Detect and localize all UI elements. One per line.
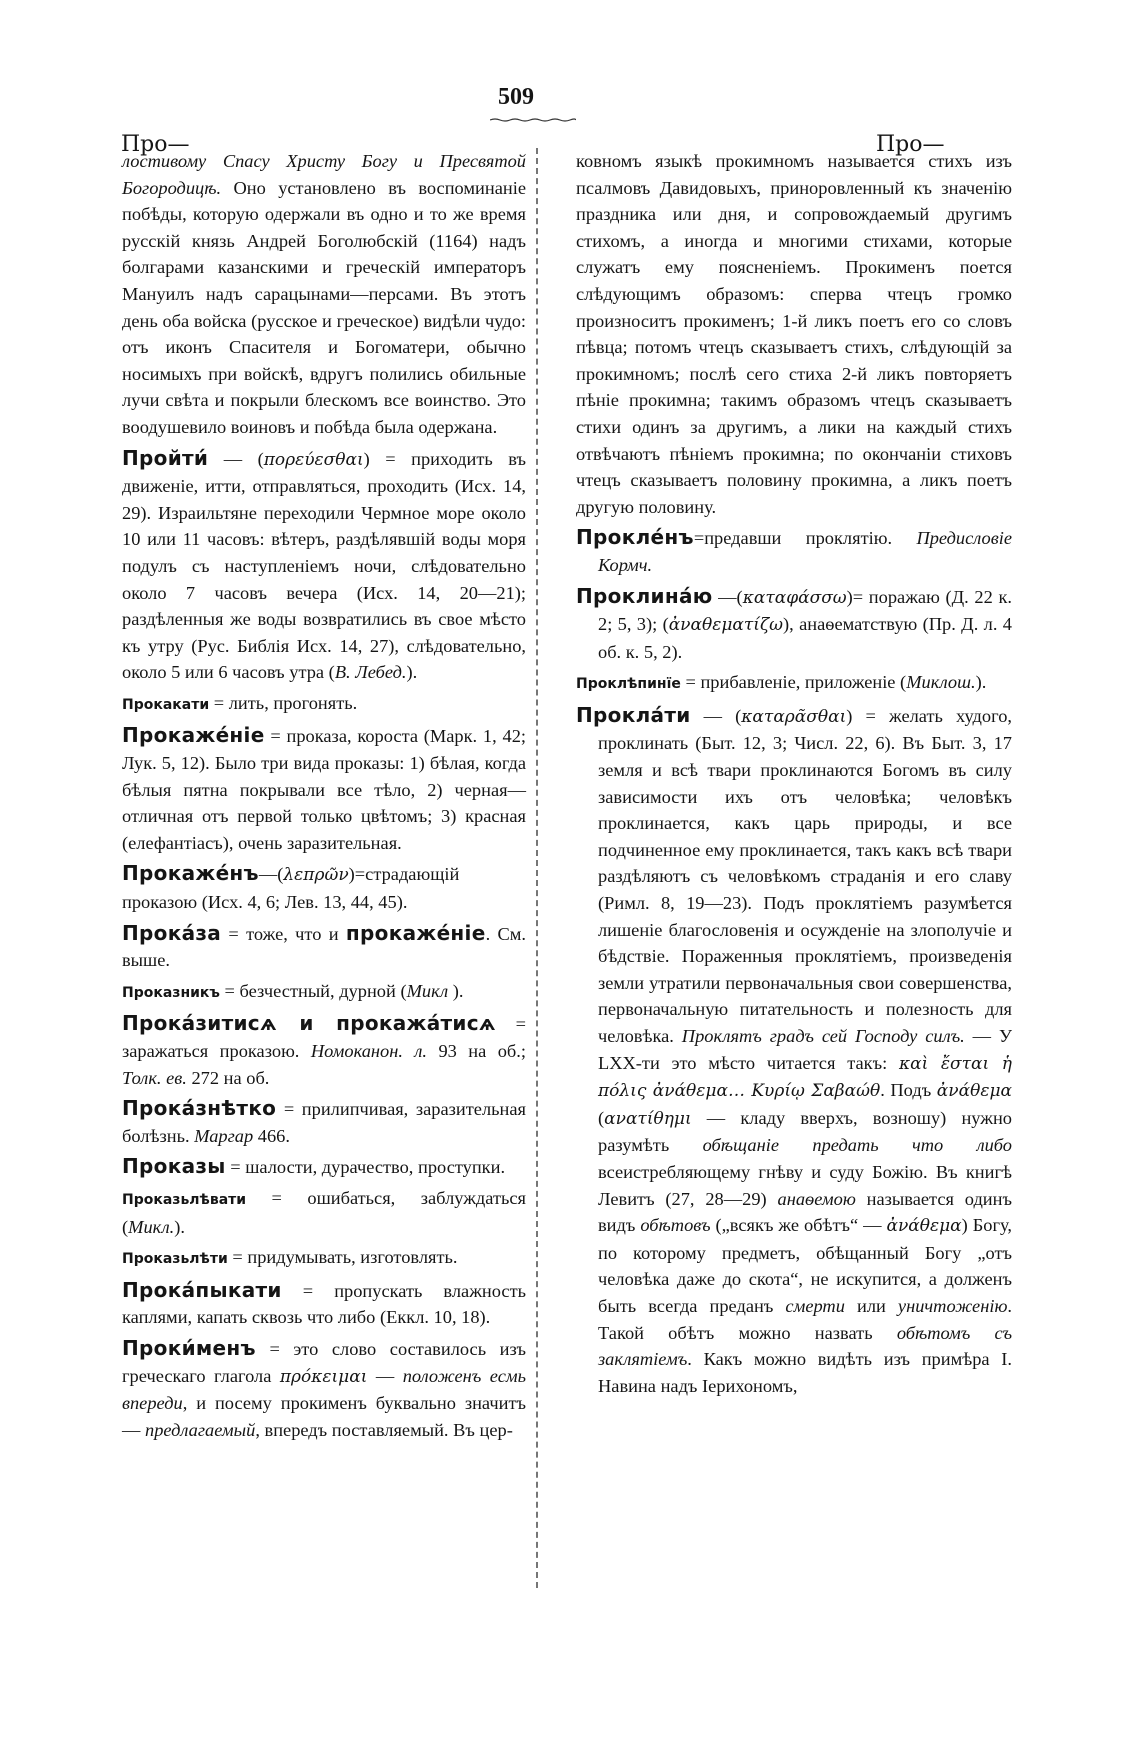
entry-text: = безчестный, дурной ( <box>219 980 407 1001</box>
entry-text: ). <box>975 672 987 693</box>
italic-text: положенъ есмь впереди <box>122 1365 526 1414</box>
dictionary-entry <box>122 978 526 1007</box>
entry-headword: Прока́пыкати <box>122 1277 282 1302</box>
entry-headword: Проказникъ <box>122 984 220 1001</box>
entry-text: , впередъ поставляемый. Въ цер- <box>255 1419 513 1440</box>
running-head-right: Про— <box>876 132 945 157</box>
entry-text: —( <box>258 864 284 885</box>
entry-text: . Подъ <box>880 1080 937 1101</box>
entry-headword: Прокла́ти <box>576 702 691 727</box>
entry-text: —( <box>712 586 743 607</box>
greek-text: πορεύεσθαι <box>263 449 364 470</box>
entry-text: = придумывать, изготовлять. <box>227 1247 458 1268</box>
entry-text: ), анаѳематствую (Пр. Д. л. 4 об. к. 5, 2). <box>598 614 1012 662</box>
italic-text: Маргар <box>194 1125 254 1146</box>
dictionary-entry <box>576 669 1012 698</box>
dictionary-entry <box>576 583 1012 666</box>
entry-headword: Прока́за <box>122 920 222 945</box>
entry-text: ( <box>598 1107 605 1128</box>
entry-headword: Проказьлѣвати <box>122 1191 247 1208</box>
greek-text: λεπρῶν <box>283 865 349 886</box>
italic-text: Микл. <box>128 1216 175 1237</box>
entry-text: называется одинъ видъ <box>598 1188 1012 1236</box>
entry-headword: Прока́зитисѧ и прокажа́тисѧ <box>122 1011 496 1036</box>
entry-headword: Проклина́ю <box>576 583 713 608</box>
entry-text: )=страдающій проказою (Исх. 4, 6; Лев. 13, 44, 45). <box>122 864 460 913</box>
entry-text: = проказа, короста (Марк. 1, 42; Лук. 5, 12). Было три вида проказы: 1) бѣлая, когда бѣлыя пятна покрывали все тѣло, 2) черная—отличная отъ первой только цвѣтомъ; 3) красная (елефантіасъ), очень заразительная. <box>122 726 526 853</box>
entry-text: или <box>844 1295 898 1316</box>
dictionary-entry <box>122 1095 526 1149</box>
italic-text: Номоканон. л. <box>310 1041 428 1061</box>
page-number-rule <box>490 118 576 122</box>
right-column <box>576 148 1012 1403</box>
italic-text: анаѳемою <box>777 1188 856 1209</box>
italic-text: Предисловіе Кормч. <box>598 528 1012 575</box>
entry-text: =предавши проклятію. <box>693 528 917 549</box>
greek-text: καταρᾶσθαι <box>741 706 847 727</box>
entry-text: ). <box>406 662 418 683</box>
greek-text: πρόκειμαι <box>279 1366 368 1387</box>
entry-text: . Какъ можно видѣть изъ примѣра І. Навина надъ Іерихономъ, <box>598 1349 1012 1396</box>
cross-reference: прокаже́ніе <box>345 920 486 945</box>
entry-text: — ( <box>690 705 742 726</box>
page-number: 509 <box>498 84 534 110</box>
entry-text: = прибавленіе, приложеніе ( <box>680 672 907 693</box>
entry-text: = шалости, дурачество, проступки. <box>225 1157 506 1178</box>
entry-text: ). <box>448 980 464 1001</box>
entry-text: 93 на об.; <box>427 1041 526 1061</box>
entry-headword: Прокаже́нъ <box>122 861 259 886</box>
italic-text: уничтоженію <box>897 1295 1008 1316</box>
entry-text: ) Богу, по которому предметъ, обѣщанный Богу „отъ человѣка даже до скота“, не искупится, а долженъ быть всегда преданъ <box>598 1215 1012 1316</box>
greek-text: καταφάσσω <box>742 587 847 608</box>
entry-text: = ошибаться, заблуждаться ( <box>122 1187 526 1237</box>
entry-headword: Прокакати <box>122 696 210 713</box>
italic-text: обѣтомъ съ заклятіемъ <box>598 1322 1013 1370</box>
italic-text: Микл <box>406 980 449 1001</box>
entry-text: )= поражаю (Д. 22 к. 2; 5, 3); ( <box>598 586 1012 635</box>
dictionary-entry <box>122 1153 526 1181</box>
entry-text: ) = приходить въ движеніе, итти, отправляться, проходить (Исх. 14, 29). Израильтяне переходили Чермное море около 10 или 11 часовъ: вѣтеръ, раздѣлявшій воды моря подулъ съ наступленіемъ ночи, слѣдовательно около 7 часовъ вечера (Исх. 14, 20—21); раздѣленныя же воды возвратились въ свое мѣсто къ утру (Рус. Библія Исх. 14, 27), слѣдовательно, около 5 или 6 часовъ утра ( <box>122 448 527 683</box>
entry-text: = это слово составилось изъ греческаго глагола <box>122 1338 526 1386</box>
entry-text: Оно установлено въ воспоминаніе побѣды, которую одержали въ одно и то же время русскій князь Андрей Боголюбскій (1164) надъ болгарами казанскими и греческій императоръ Мануилъ надъ сарацынами—персами. Въ этотъ день оба войска (русское и греческое) видѣли чудо: отъ иконъ Спасителя и Богоматери, обычно носимыхъ при войскѣ, вдругъ полились обильные лучи свѣта и покрыли блескомъ все воинство. Это воодушевило воиновъ и побѣда была одержана. <box>122 177 526 437</box>
dictionary-entry <box>576 524 1012 578</box>
entry-text: , и посему прокименъ буквально значитъ — <box>122 1393 526 1440</box>
dictionary-entry <box>122 722 526 856</box>
entry-text: („всякъ же обѣтъ“ — <box>710 1215 887 1236</box>
entry-headword: Пройти́ <box>122 445 209 470</box>
dictionary-entry <box>576 702 1012 1399</box>
dictionary-entry <box>122 860 526 915</box>
dictionary-entry <box>122 1244 526 1273</box>
running-head-left: Про— <box>121 132 190 157</box>
entry-continuation <box>122 148 526 441</box>
entry-text: = пропускать влажность каплями, капать сквозь что либо (Еккл. 10, 18). <box>122 1280 526 1328</box>
entry-text: ). <box>174 1216 185 1237</box>
entry-text: = заражаться проказою. <box>122 1014 526 1061</box>
entry-text: = лить, прогонять. <box>209 692 358 713</box>
entry-headword: Прокаже́ніе <box>122 723 265 748</box>
dictionary-entry <box>122 1335 526 1443</box>
entry-text: = прилипчивая, заразительная болѣзнь. <box>122 1099 526 1146</box>
dictionary-entry <box>122 920 526 974</box>
greek-text: ἀναθεματίζω <box>668 615 784 636</box>
entry-text: ) = желать худого, проклинать (Быт. 12, 3; Числ. 22, 6). Въ Быт. 3, 17 земля и всѣ твари проклинаются Богомъ въ силу зависимости ихъ отъ человѣка; человѣкъ проклинается, какъ царь природы, и все подчиненное ему проклинается, такъ какъ всѣ твари раздѣляютъ съ человѣкомъ страданія и его славу (Римл. 8, 19—23). Подъ проклятіемъ разумѣется лишеніе благословенія и осужденіе на злополучіе и бѣдствіе. Пораженныя проклятіемъ, произведенія земли утратили первоначальныя свои совершенства, первоначальную питательность и полезность для человѣка. <box>598 705 1012 1046</box>
dictionary-entry <box>122 445 526 686</box>
entry-text: . Такой обѣтъ можно назвать <box>598 1295 1013 1343</box>
dictionary-entry <box>122 1277 526 1331</box>
column-divider <box>536 148 538 1588</box>
entry-headword: Проки́менъ <box>122 1335 256 1360</box>
greek-text: ἀνάθεμα <box>936 1081 1012 1102</box>
entry-text: . См. выше. <box>122 923 526 971</box>
dictionary-entry <box>122 1185 526 1240</box>
entry-headword: Прокле́нъ <box>576 525 694 550</box>
dictionary-entry <box>122 690 526 719</box>
entry-continuation <box>576 148 1012 520</box>
entry-headword: Прока́знѣтко <box>122 1096 277 1121</box>
entry-headword: Проклѣпинїе <box>576 676 681 693</box>
dictionary-entry <box>122 1010 526 1091</box>
entry-headword: Проказы <box>122 1154 226 1179</box>
entry-text: — У LXX-ти это мѣсто читается такъ: <box>598 1026 1013 1073</box>
entry-text: — ( <box>208 448 264 469</box>
entry-text: — кладу вверхъ, возношу) нужно разумѣть <box>598 1107 1012 1156</box>
greek-text: ἀνάθεμα <box>886 1216 962 1237</box>
italic-text: В. Лебед. <box>334 662 407 683</box>
italic-text: предлагаемый <box>145 1419 256 1440</box>
entry-text: — <box>367 1365 403 1386</box>
italic-text: обѣщаніе предать что либо <box>702 1135 1012 1156</box>
left-column <box>122 148 526 1447</box>
italic-text: лостивому Спасу Христу Богу и Пресвятой Богородицѣ. <box>122 151 526 198</box>
entry-text: 466. <box>253 1125 290 1146</box>
italic-text: обѣтовъ <box>640 1215 711 1236</box>
italic-text: Толк. ев. <box>122 1067 187 1088</box>
greek-text: καὶ ἔσται ἡ πόλις ἀνάθεμα… Κυρίῳ Σαβαώθ <box>598 1053 1012 1102</box>
entry-text: ковномъ языкѣ прокимномъ называется стихъ изъ псалмовъ Давидовыхъ, приноровленный къ значенію праздника или дня, и сопровождаемый другимъ стихомъ, а иногда и многими стихами, которые служатъ ему поясненіемъ. Прокименъ поется слѣдующимъ образомъ: сперва чтецъ громко произноситъ прокименъ; 1-й ликъ поетъ его со словъ пѣвца; потомъ чтецъ сказываетъ стихъ, слѣдующій за прокимномъ; послѣ сего стиха 2-й ликъ повторяетъ пѣніе прокимна; такимъ образомъ чтецъ сказываетъ стихи одинъ за другимъ, а лики на каждый стихъ отвѣчаютъ пѣніемъ прокимна; по окончаніи стиховъ чтецъ сказываетъ половину прокимна, а ликъ поетъ другую половину. <box>576 151 1012 517</box>
entry-text: = тоже, что и <box>221 923 346 944</box>
entry-headword: Проказьлѣти <box>122 1251 228 1268</box>
entry-text: всеистребляющему гнѣву и суду Божію. Въ книгѣ Левитъ (27, 28—29) <box>598 1161 1012 1209</box>
italic-text: смерти <box>785 1295 845 1316</box>
italic-text: Миклош. <box>906 672 976 693</box>
italic-text: Проклятъ градъ сей Господу силъ. <box>681 1026 965 1046</box>
greek-text: ανατίθημι <box>604 1108 692 1129</box>
entry-text: 272 на об. <box>186 1067 270 1088</box>
